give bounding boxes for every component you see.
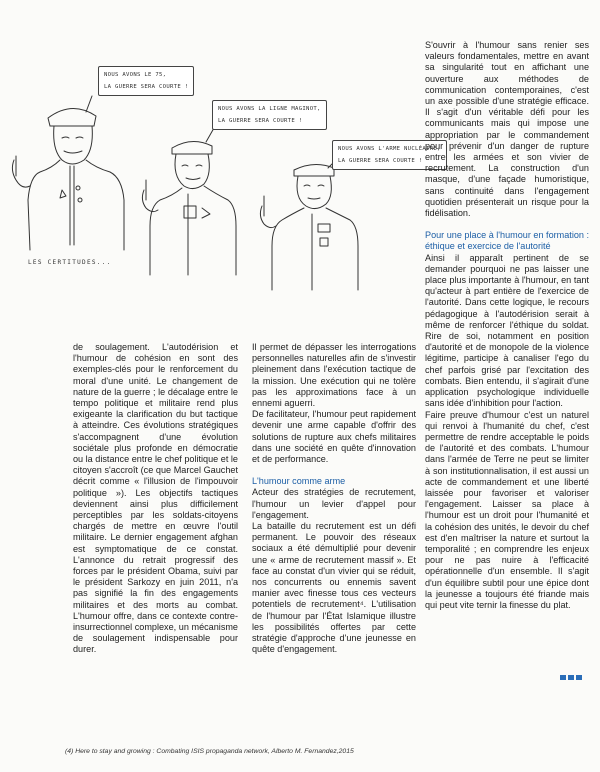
text-column-1 xyxy=(73,342,238,656)
speech-bubble-1 xyxy=(98,66,194,96)
paragraph: Faire preuve d'humour c'est un naturel qui renvoi à l'humanité du chef, c'est permettre de rendre acceptable le poids de l'autorité et des combats. L'humour dans l'armée de Terre ne peut se limiter à son institutionnalisation, il est aussi un acte de commandement et une liberté laissée pour favoriser et valoriser l'engagement. Laisser sa place à l'humour est un droit pour l'humanité et la cohésion des unités, le devoir du chef est d'en maîtriser la nature et surtout la temporalité ; en comprendre les enjeux pour ne pas nuire à l'efficacité opérationnelle d'un ensemble. Il s'agit d'un équilibre subtil pour une épice dont la jeunesse a toujours été friande mais qui peut vite ternir la finesse du plat. xyxy=(425,409,589,610)
paragraph: De facilitateur, l'humour peut rapidement devenir une arme capable d'offrir des solutions de rupture aux chefs militaires dans une société en quête d'innovation et de performance. xyxy=(252,409,416,465)
cartoon-caption: LES CERTITUDES... xyxy=(28,259,112,266)
text-column-3 xyxy=(425,40,589,611)
paragraph: de soulagement. L'autodérision et l'humour de cohésion en sont des exemples-clés pour le renforcement du moral d'une unité. Le changement de nature de la guerre ; le décalage entre le tempo politique et militaire rend plus exigeante la clarification du but tactique à atteindre. Ces évolutions stratégiques s'accompagnent d'une évolution sociétale plus profonde en démocratie ou la distance entre le chef politique et le citoyen s'accroît (ce que Marcel Gauchet décrit comme « l'illusion de l'impouvoir politique »). Les objectifs tactiques deviennent ainsi plus difficilement perceptibles par les soldats-citoyens chargés de mettre en œuvre l'outil militaire. Le dernier engagement afghan est symptomatique de ce constat. L'annonce du retrait progressif des forces par le président Obama, suivi par le président Sarkozy en juin 2011, n'a pas signifié la fin des engagements militaires et des morts au combat. L'humour offre, dans ce contexte contre-insurrectionnel complexe, un mécanisme de soulagement indispensable pour durer. xyxy=(73,342,238,655)
officer-3-figure xyxy=(260,164,358,290)
footnote: (4) Here to stay and growing : Combating ISIS propaganda network, Alberto M. Fernandez,2015 xyxy=(65,748,354,755)
paragraph: Acteur des stratégies de recrutement, l'humour un levier d'appel pour l'engagement. xyxy=(252,487,416,520)
end-square xyxy=(568,675,574,680)
speech-bubble-2-line1: NOUS AVONS LA LIGNE MAGINOT, xyxy=(218,106,321,112)
speech-bubble-1-line2: LA GUERRE SERA COURTE ! xyxy=(104,84,189,90)
speech-bubble-2 xyxy=(212,100,327,130)
text-column-2 xyxy=(252,342,416,655)
speech-bubble-1-line1: NOUS AVONS LE 75, xyxy=(104,72,167,78)
end-square xyxy=(560,675,566,680)
paragraph: Ainsi il apparaît pertinent de se demander pourquoi ne pas laisser une place plus importante à l'humour, en tant qu'acteur à part entière de l'exercice de l'autorité. Dans cette logique, le recours pédagogique à l'autodérision serait à même de renforcer l'éthique du soldat. Rire de soi, notamment en position d'autorité et de monopole de la violence légitime, participe à canaliser l'ego du chef parfois grisé par l'excitation des combats. Bien entendu, il s'agirait d'une application psychologique individuelle sans idée d'inhibition pour l'action. xyxy=(425,252,589,409)
paragraph: Il permet de dépasser les interrogations personnelles naturelles afin de s'investir pleinement dans l'exécution tactique de la mission. Une exécution qui ne tolère pas les approximations face à un ennemi aguerri. xyxy=(252,342,416,409)
speech-bubble-3-line2: LA GUERRE SERA COURTE ! xyxy=(338,158,423,164)
section-heading: L'humour comme arme xyxy=(252,476,346,487)
officer-1-figure xyxy=(12,108,124,250)
speech-bubble-3-line1: NOUS AVONS L'ARME NUCLÉAIRE, xyxy=(338,146,441,152)
officer-2-figure xyxy=(142,141,236,275)
paragraph: La bataille du recrutement est un défi permanent. Le pouvoir des réseaux sociaux a été démultiplié pour devenir une « arme de recrutement massif ». Et face au constat d'un vivier qui se réduit, nos concurrents ou ennemis savent manier avec finesse tous ces vecteurs potentiels de recrutement⁴. L'utilisation de l'humour par l'État Islamique illustre les possibilités offertes par cette stratégie d'approche d'une jeunesse en quête d'engagement. xyxy=(252,521,416,655)
section-heading: Pour une place à l'humour en formation : xyxy=(425,230,590,241)
speech-bubble-2-line2: LA GUERRE SERA COURTE ! xyxy=(218,118,303,124)
end-square xyxy=(576,675,582,680)
section-heading: éthique et exercice de l'autorité xyxy=(425,241,551,252)
paragraph: S'ouvrir à l'humour sans renier ses valeurs fondamentales, mettre en avant sa singularité tout en affichant une ouverture aux méthodes de communication contemporaines, c'est un axe possible d'une stratégie efficace. Il s'agit d'un véritable défi pour les communicants mais qui impose une appropriation par le commandement pour prévenir d'un danger de rupture entre les armées et son vivier de recrutement. La construction d'un masque, d'une façade humoristique, sans continuité dans l'engagement quotidien présenterait un risque pour la fidélisation. xyxy=(425,40,589,219)
article-end-mark xyxy=(560,675,582,680)
